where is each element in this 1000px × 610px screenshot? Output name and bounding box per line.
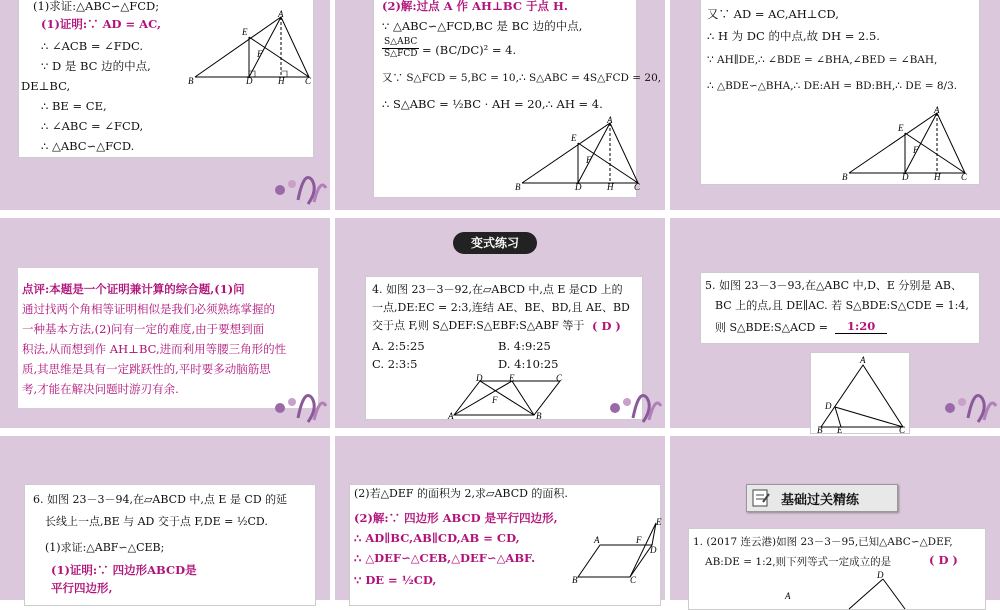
slide-5 [335,218,665,428]
text-line: 1. (2017 连云港)如图 23－3－95,已知△ABC∽△DEF, [693,536,953,548]
deco-icon [938,378,998,426]
solution-line: ∴ △DEF∽△CEB,△DEF∽△ABF. [354,551,536,565]
text-line: (1)求证:△ABF∽△CEB; [45,541,165,554]
slide-3 [670,0,1000,210]
answer-badge: ( D ) [592,319,621,333]
svg-text:F: F [586,155,592,165]
solution-line: ∴ AD∥BC,AB∥CD,AB = CD, [354,531,520,545]
option-b: B. 4:9:25 [498,339,551,353]
deco-icon [268,160,328,208]
content-card [373,0,662,198]
numerator: S△ABC [382,37,419,49]
solution-line: (2)解:过点 A 作 AH⊥BC 于点 H. [382,0,568,13]
comment-line: 积法,从而想到作 AH⊥BC,进而利用等腰三角形的性 [22,342,287,356]
svg-text:D: D [476,373,483,383]
svg-text:C: C [556,373,563,383]
svg-text:H: H [934,172,941,182]
text-line: 又∵ AD = AC,AH⊥CD, [707,7,839,21]
figure-card [810,352,910,434]
svg-text:F: F [913,145,919,155]
fraction [382,37,419,60]
svg-text:A: A [934,105,940,115]
svg-text:D: D [902,172,909,182]
svg-text:E: E [656,517,662,527]
deco-icon [268,378,328,426]
text-line: (1)求证:△ABC∽△FCD; [33,0,160,13]
svg-text:A: A [278,9,284,19]
svg-text:B: B [842,172,848,182]
denominator: S△FCD [384,49,418,59]
text-line: ∴ △BDE∽△BHA,∴ DE:AH = BD:BH,∴ DE = 8/3. [707,80,958,92]
triangle-figure [841,107,969,181]
svg-text:F: F [636,535,642,545]
svg-text:H: H [607,182,614,192]
text-line: 一点,DE:EC = 2:3,连结 AE、BE、BD,且 AE、BD [372,301,630,314]
text-line: 又∵ S△FCD = 5,BC = 10,∴ S△ABC = 4S△FCD = 20, [382,72,662,84]
svg-text:E: E [571,133,577,143]
text-line: ∵ D 是 BC 边的中点, [41,59,151,73]
comment-line: 考,才能在解决问题时游刃有余. [22,382,179,396]
content-card [700,272,980,344]
proof-line: 平行四边形, [51,581,113,595]
svg-text:A: A [607,115,613,125]
text-line: BC 上的点,且 DE∥AC. 若 S△BDE:S△CDE = 1:4, [715,299,969,312]
svg-text:C: C [961,172,968,182]
content-card [688,528,986,610]
text-line: ∴ S△ABC = ½BC · AH = 20,∴ AH = 4. [382,97,603,111]
text-line: = (BC/DC)² = 4. [422,43,517,57]
content-card [24,484,316,606]
triangle-figure [811,353,909,433]
text-line: ∵ △ABC∽△FCD,BC 是 BC 边的中点, [382,19,583,33]
svg-text:D: D [877,570,884,580]
header-label: 变式练习 [470,236,519,250]
svg-text:C: C [305,76,312,86]
svg-text:B: B [515,182,521,192]
text-line: 5. 如图 23－3－93,在△ABC 中,D、E 分别是 AB、 [705,279,962,292]
svg-text:F: F [492,395,498,405]
svg-text:A: A [594,535,600,545]
text-line: ∵ AH∥DE,∴ ∠BDE = ∠BHA,∠BED = ∠BAH, [707,54,938,66]
comment-text: 点评:本题是一个证明兼计算的综合题,(1)问 [22,282,245,296]
triangle-figure [514,115,642,192]
triangle-figure [187,9,313,86]
content-card [18,0,314,158]
option-d: D. 4:10:25 [498,357,559,371]
slide-8 [335,436,665,600]
svg-text:H: H [278,76,285,86]
triangle-figure [779,569,909,609]
svg-text:B: B [536,411,542,421]
proof-line: (1)证明:∵ AD = AC, [41,17,162,31]
text-line: 6. 如图 23－3－94,在▱ABCD 中,点 E 是 CD 的延 [33,493,288,506]
svg-text:D: D [650,545,657,555]
text-line: DE⊥BC, [21,79,71,93]
text-line: ∴ H 为 DC 的中点,故 DH = 2.5. [707,29,880,43]
svg-text:A: A [448,411,454,421]
proof-line: (1)证明:∵ 四边形ABCD是 [51,563,197,577]
slide-7 [0,436,330,600]
content-card [700,0,980,185]
svg-text:E: E [898,123,904,133]
section-header [746,484,898,512]
parallelogram-figure [448,375,564,419]
comment-line: 一种基本方法,(2)问有一定的难度,由于要想到面 [22,322,265,336]
header-label: 基础过关精练 [781,493,860,508]
svg-text:E: E [242,27,248,37]
comment-line: 通过找两个角相等证明相似是我们必须熟练掌握的 [22,302,275,316]
svg-text:D: D [575,182,582,192]
svg-text:D: D [246,76,253,86]
option-c: C. 2:3:5 [372,357,418,371]
notebook-icon [751,488,771,508]
option-a: A. 2:5:25 [372,339,425,353]
svg-text:C: C [630,575,637,585]
text-line: (2)若△DEF 的面积为 2,求▱ABCD 的面积. [354,487,568,500]
svg-text:B: B [572,575,578,585]
content-card [365,276,643,420]
parallelogram-figure [572,517,662,583]
text-line: ∴ ∠ACB = ∠FDC. [41,39,143,53]
text-line: 交于点 F,则 S△DEF:S△EBF:S△ABF 等于 [372,319,585,332]
answer-blank: 1:20 [835,319,887,334]
deco-icon [603,378,663,426]
answer-badge: ( D ) [929,553,958,567]
svg-text:B: B [817,425,823,435]
comment-line [22,282,245,296]
text-line: AB:DE = 1:2,则下列等式一定成立的是 [705,556,892,568]
solution-line: ∵ DE = ½CD, [354,573,437,587]
content-card [349,484,661,606]
text-line: ∴ △ABC∽△FCD. [41,139,135,153]
slide-9 [670,436,1000,600]
slide-4 [0,218,330,428]
text-line: 4. 如图 23－3－92,在▱ABCD 中,点 E 是CD 上的 [372,283,623,296]
svg-text:C: C [899,425,906,435]
text-line: 长线上一点,BE 与 AD 交于点 F,DE = ½CD. [45,515,268,528]
solution-line: (2)解:∵ 四边形 ABCD 是平行四边形, [354,511,558,525]
svg-text:A: A [860,355,866,365]
svg-text:E: E [509,373,515,383]
svg-text:B: B [188,76,194,86]
section-header [453,232,537,254]
svg-text:C: C [634,182,641,192]
text-line: ∴ ∠ABC = ∠FCD, [41,119,144,133]
svg-text:D: D [825,401,832,411]
text-line: 则 S△BDE:S△ACD = [715,321,829,334]
svg-text:F: F [257,49,263,59]
slide-6 [670,218,1000,435]
text-line: ∴ BE = CE, [41,99,107,113]
slide-1 [0,0,330,210]
svg-text:E: E [837,425,843,435]
comment-line: 质,其思维是具有一定跳跃性的,平时要多动脑筋思 [22,362,271,376]
svg-text:A: A [785,591,791,601]
slide-2 [335,0,665,210]
